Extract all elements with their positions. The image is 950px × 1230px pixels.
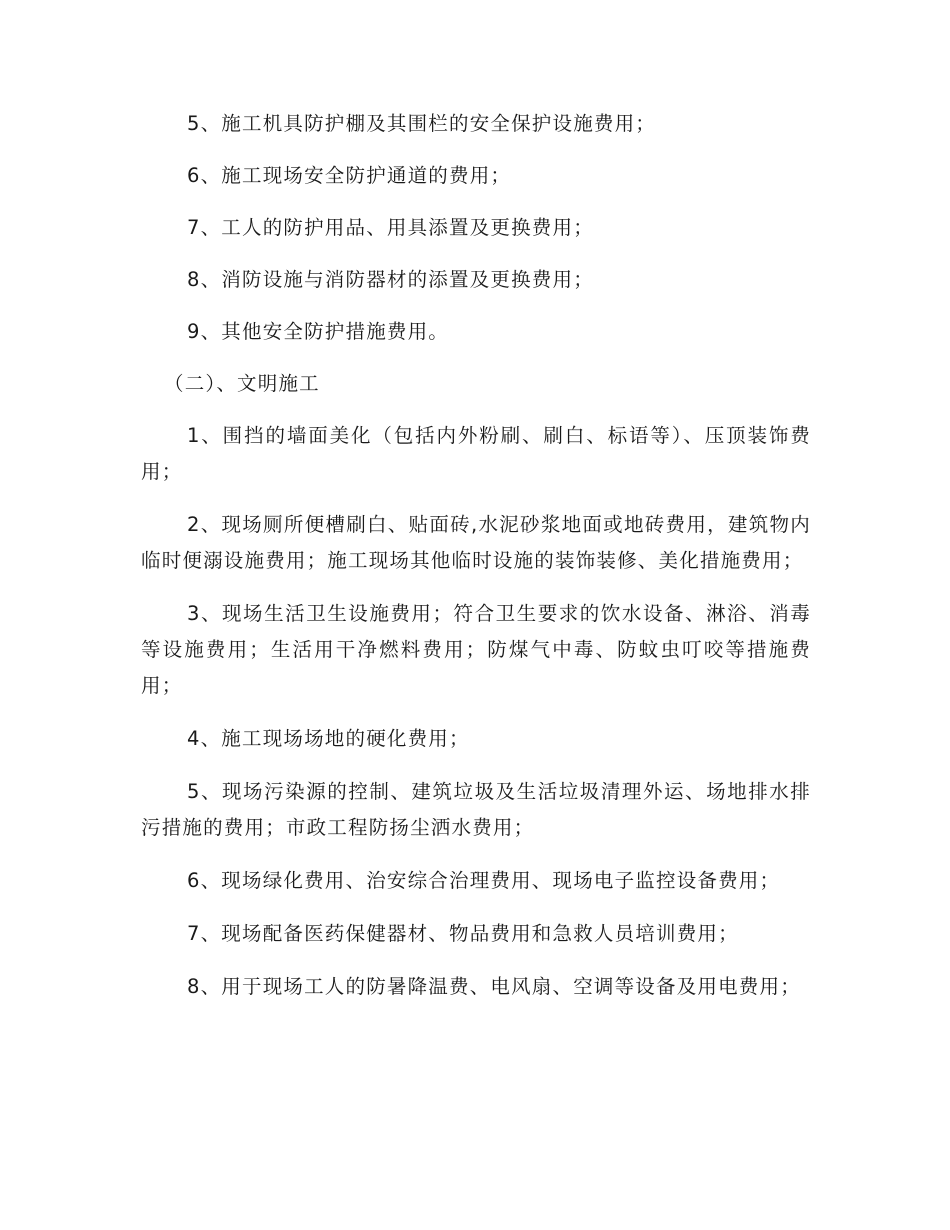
paragraph-civil-item-3: 3、现场生活卫生设施费用；符合卫生要求的饮水设备、淋浴、消毒等设施费用；生活用干净燃料费用；防煤气中毒、防蚊虫叮咬等措施费用； (141, 602, 811, 697)
paragraph-safety-item-7: 7、工人的防护用品、用具添置及更换费用； (187, 216, 594, 239)
paragraph-civil-item-1: 1、围挡的墙面美化（包括内外粉刷、刷白、标语等）、压顶装饰费用； (141, 424, 811, 483)
paragraph-civil-item-8: 8、用于现场工人的防暑降温费、电风扇、空调等设备及用电费用； (187, 975, 801, 998)
paragraph-safety-item-9: 9、其他安全防护措施费用。 (187, 320, 450, 343)
paragraph-civil-item-7: 7、现场配备医药保健器材、物品费用和急救人员培训费用； (187, 922, 739, 945)
document-body (141, 106, 811, 1005)
paragraph-safety-item-8: 8、消防设施与消防器材的添置及更换费用； (187, 268, 594, 291)
paragraph-safety-item-6: 6、施工现场安全防护通道的费用； (187, 164, 512, 187)
paragraph-civil-item-2: 2、现场厕所便槽刷白、贴面砖,水泥砂浆地面或地砖费用，建筑物内临时便溺设施费用；施工现场其他临时设施的装饰装修、美化措施费用； (141, 513, 811, 572)
paragraph-safety-item-5: 5、施工机具防护棚及其围栏的安全保护设施费用； (187, 112, 657, 135)
paragraph-civil-item-5: 5、现场污染源的控制、建筑垃圾及生活垃圾清理外运、场地排水排污措施的费用；市政工程防扬尘洒水费用； (141, 780, 811, 839)
paragraph-civil-item-6: 6、现场绿化费用、治安综合治理费用、现场电子监控设备费用； (187, 869, 781, 892)
paragraph-civil-item-4: 4、施工现场场地的硬化费用； (187, 727, 470, 750)
section-heading-civilized-construction: （二）、文明施工 (164, 372, 320, 395)
